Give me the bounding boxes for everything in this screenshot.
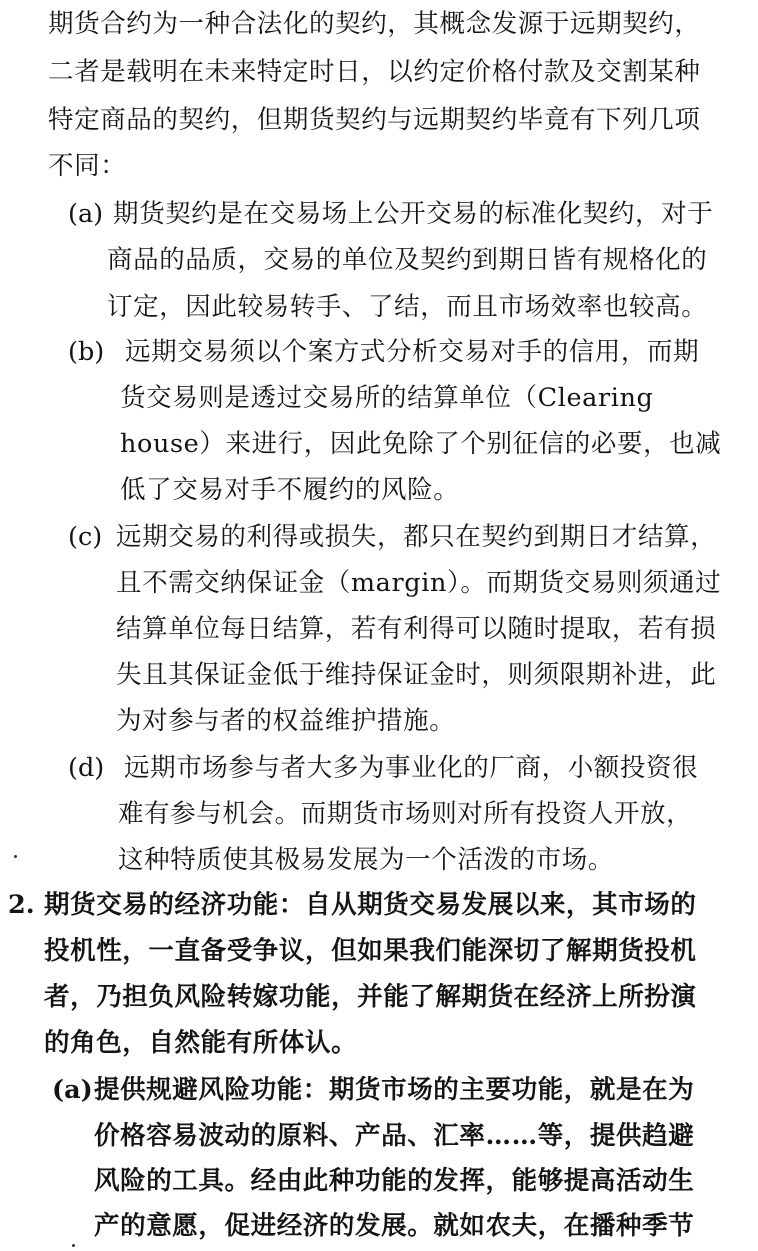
list-item-line: 为对参与者的权益维护措施。 (116, 706, 456, 736)
section-line: 投机性，一直备受争议，但如果我们能深切了解期货投机 (44, 936, 697, 966)
section-line: 者，乃担负风险转嫁功能，并能了解期货在经济上所扮演 (44, 982, 697, 1012)
section-number: 2. (8, 890, 35, 920)
list-item-line: 商品的品质，交易的单位及契约到期日皆有规格化的 (107, 245, 708, 275)
intro-line: 二者是载明在未来特定时日，以约定价格付款及交割某种 (48, 57, 701, 87)
list-item-line: 期货契约是在交易场上公开交易的标准化契约，对于 (113, 199, 714, 229)
section-line: 期货交易的经济功能：自从期货交易发展以来，其市场的 (44, 890, 697, 920)
list-item-line: 难有参与机会。而期货市场则对所有投资人开放， (118, 799, 693, 829)
list-item-line: house）来进行，因此免除了个别征信的必要，也减 (120, 429, 722, 459)
scan-speck (14, 855, 17, 858)
list-marker: (a) (68, 199, 104, 229)
section-line: 的角色，自然能有所体认。 (44, 1028, 358, 1058)
list-item-line: 低了交易对手不履约的风险。 (120, 475, 460, 505)
list-marker: (d) (68, 753, 105, 783)
list-item-line: 价格容易波动的原料、产品、汇率……等，提供趋避 (94, 1121, 695, 1151)
list-item-line: 远期市场参与者大多为事业化的厂商，小额投资很 (124, 753, 699, 783)
intro-line: 特定商品的契约，但期货契约与远期契约毕竟有下列几项 (48, 105, 701, 135)
list-item-line: 风险的工具。经由此种功能的发挥，能够提高活动生 (94, 1166, 695, 1196)
list-item-line: 远期交易的利得或损失，都只在契约到期日才结算， (116, 522, 717, 552)
list-marker: (a) (52, 1075, 93, 1105)
list-item-line: 产的意愿，促进经济的发展。就如农夫，在播种季节 (94, 1211, 695, 1241)
list-marker: (b) (68, 337, 105, 367)
list-item-line: 且不需交纳保证金（margin）。而期货交易则须通过 (116, 568, 722, 598)
scan-speck (72, 1244, 75, 1247)
list-marker: (c) (68, 522, 103, 552)
list-item-line: 订定，因此较易转手、了结，而且市场效率也较高。 (107, 292, 708, 322)
intro-line: 期货合约为一种合法化的契约，其概念发源于远期契约， (48, 9, 701, 39)
list-item-line: 这种特质使其极易发展为一个活泼的市场。 (118, 845, 614, 875)
list-item-line: 结算单位每日结算，若有利得可以随时提取，若有损 (116, 614, 717, 644)
intro-line: 不同： (48, 151, 127, 181)
list-item-line: 失且其保证金低于维持保证金时，则须限期补进，此 (116, 660, 717, 690)
list-item-line: 远期交易须以个案方式分析交易对手的信用，而期 (125, 337, 700, 367)
list-item-line: 提供规避风险功能：期货市场的主要功能，就是在为 (94, 1075, 695, 1105)
list-item-line: 货交易则是透过交易所的结算单位（Clearing (120, 383, 654, 413)
